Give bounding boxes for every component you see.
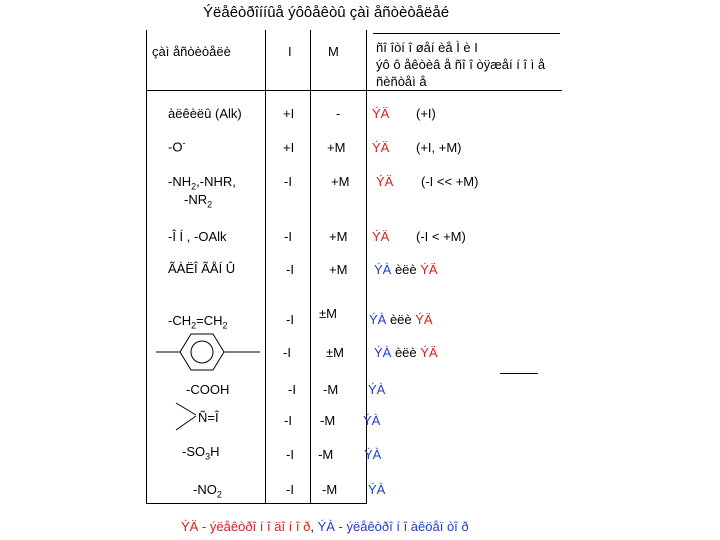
inductive-value: -I	[288, 382, 296, 397]
effect-ratio: (-I << +M)	[421, 174, 479, 189]
header-ratio-line1: ñî îòí î øåí èå Ì è I	[376, 40, 478, 55]
inductive-value: -I	[286, 312, 294, 327]
effect-acceptor: ÝÀ	[363, 413, 381, 428]
effect-acceptor-or-donor: ÝÀ èëè ÝÄ	[374, 345, 438, 360]
effect-acceptor-or-donor: ÝÀ èëè ÝÄ	[369, 312, 433, 327]
effect-acceptor-or-donor: ÝÀ èëè ÝÄ	[374, 262, 438, 277]
inductive-value: -I	[284, 174, 292, 189]
substituent-alkyl: àëêèëû (Alk)	[168, 106, 242, 121]
header-substituent: çàì åñòèòåëè	[152, 44, 231, 59]
legend-separator: ,	[310, 519, 318, 534]
carbonyl-bonds-icon	[174, 400, 200, 432]
effect-donor: ÝÄ	[372, 229, 390, 244]
mesomeric-value: +M	[331, 174, 350, 189]
substituent-carboxyl: -COOH	[186, 382, 230, 397]
mesomeric-value: -M	[322, 482, 338, 497]
substituent-carbonyl: Ñ=Î	[198, 410, 219, 425]
effect-ratio: (+I)	[416, 106, 436, 121]
mesomeric-value: -M	[318, 447, 334, 462]
substituent-amino: $-NH_2$,-NHR,	[168, 174, 236, 192]
substituent-sulfo: $-SO_3H$	[182, 444, 220, 462]
mesomeric-value: +M	[329, 262, 348, 277]
table-bottom-line	[146, 503, 367, 504]
effect-donor: ÝÄ	[376, 174, 394, 189]
inductive-value: -I	[284, 229, 292, 244]
inductive-value: +I	[283, 106, 295, 121]
column-divider-2	[310, 30, 311, 504]
header-inductive: I	[288, 44, 292, 59]
mesomeric-value: ±M	[319, 306, 337, 321]
mesomeric-value: -	[336, 106, 341, 121]
title-underline	[373, 33, 560, 34]
mesomeric-value: -M	[320, 413, 336, 428]
column-divider-1	[265, 30, 266, 504]
legend-acceptor: ÝÀ - ýëåêòðî í î àêöåï òî ð	[317, 519, 469, 534]
effect-acceptor: ÝÀ	[368, 382, 386, 397]
table-left-border	[146, 30, 147, 504]
inductive-value: -I	[286, 262, 294, 277]
inductive-value: -I	[286, 447, 294, 462]
effect-acceptor: ÝÀ	[368, 482, 386, 497]
effect-ratio: (-I < +M)	[416, 229, 466, 244]
substituent-hydroxy: -Î Í , -OAlk	[168, 229, 227, 244]
effect-ratio: (+I, +M)	[416, 140, 462, 155]
effect-donor: ÝÄ	[372, 140, 390, 155]
effect-donor: ÝÄ	[372, 106, 390, 121]
stray-line	[500, 373, 538, 374]
mesomeric-value: +M	[329, 229, 348, 244]
substituent-oxide: -O-	[168, 138, 186, 155]
mesomeric-value: +M	[327, 140, 346, 155]
substituent-nitro: $-NO_2$	[193, 482, 222, 500]
substituent-halogens: ÃÀËÎ ÃÅÍ Û	[168, 261, 236, 276]
mesomeric-value: -M	[323, 382, 339, 397]
effect-acceptor: ÝÀ	[364, 447, 382, 462]
substituent-amino-line2: $-NR_2$	[184, 192, 213, 210]
inductive-value: +I	[283, 140, 295, 155]
header-ratio-line3: ñèñòåì å	[376, 74, 427, 89]
legend-donor: ÝÄ - ýëåêòðî í î äî í î ð	[181, 519, 311, 534]
inductive-value: -I	[283, 345, 291, 360]
benzene-ring-icon	[156, 330, 262, 376]
column-divider-3	[366, 30, 367, 504]
header-bottom-line	[146, 90, 562, 91]
substituent-vinyl: $-CH_2=CH_2$	[168, 313, 228, 331]
inductive-value: -I	[284, 413, 292, 428]
header-mesomeric: M	[328, 44, 339, 59]
legend	[181, 519, 469, 534]
page-title: Ýëåêòðîííûå ýôôåêòû çàì åñòèòåëåé	[203, 4, 450, 21]
mesomeric-value: ±M	[326, 345, 344, 360]
header-ratio-line2: ýô ô åêòèâ å ñî î òÿæåí í î ì å	[376, 57, 546, 72]
inductive-value: -I	[286, 482, 294, 497]
